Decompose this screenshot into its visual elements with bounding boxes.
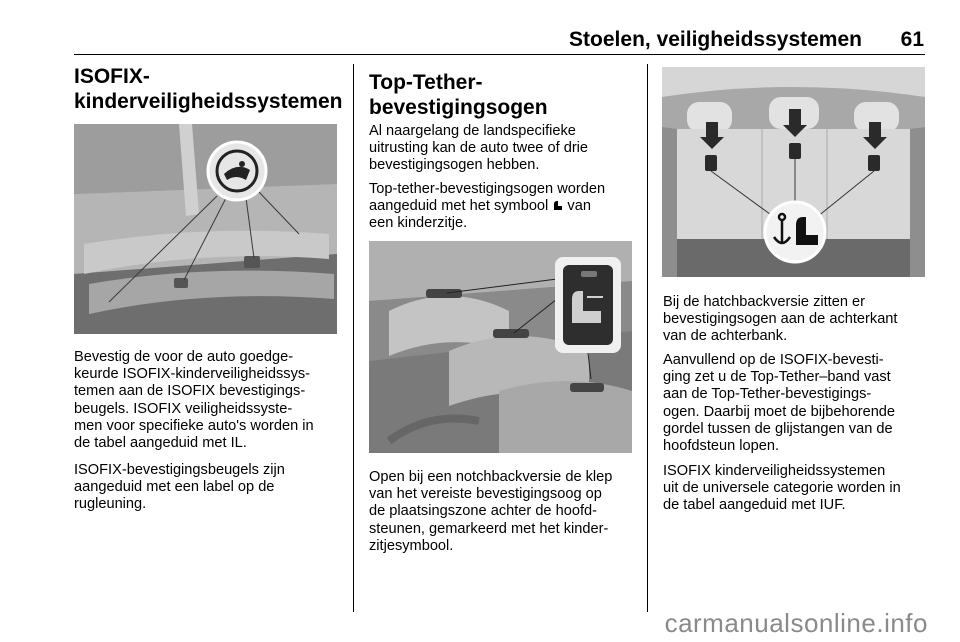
hatchback-paragraph-3: ISOFIX kinderveiligheidssystemen uit de universele categorie worden in de tabel aangeduid met IUF. xyxy=(663,463,901,514)
hatchback-tether-illustration xyxy=(662,67,925,277)
column-divider-1 xyxy=(353,64,354,612)
page-number: 61 xyxy=(900,28,924,51)
column-divider-2 xyxy=(647,64,648,612)
isofix-paragraph-1: Bevestig de voor de auto goedge- keurde ISOFIX-kinderveiligheidssys- temen aan de ISOFIX bevestigings- beugels. ISOFIX veiligheidssyste- men voor specifieke auto's worden in de tabel aangeduid met IL. xyxy=(74,349,314,452)
watermark-link[interactable]: carmanualsonline.info xyxy=(664,608,928,638)
top-tether-paragraph-3: Open bij een notchbackversie de klep van het vereiste bevestigingsoog op de plaatsingszone achter de hoofd- steunen, gemarkeerd met het kinder- zitjesymbool. xyxy=(369,469,613,554)
child-seat-symbol-icon xyxy=(552,200,563,211)
notchback-tether-illustration xyxy=(369,241,632,453)
header-rule xyxy=(74,54,925,55)
page-title: Stoelen, veiligheidssystemen xyxy=(569,28,862,51)
top-tether-heading: Top-Tether- bevestigingsogen xyxy=(369,71,548,119)
isofix-heading: ISOFIX- kinderveiligheidssystemen xyxy=(74,65,343,113)
top-tether-paragraph-2: Top-tether-bevestigingsogen worden aangeduid met het symbool van een kinderzitje. xyxy=(369,181,606,232)
hatchback-paragraph-2: Aanvullend op de ISOFIX-bevesti- ging zet u de Top-Tether–band vast aan de Top-Tether-bevestigings- ogen. Daarbij moet de bijbehorende gordel tussen de glijstangen van de hoofdsteun lopen. xyxy=(663,352,896,455)
isofix-paragraph-2: ISOFIX-bevestigingsbeugels zijn aangeduid met een label op de rugleuning. xyxy=(74,462,285,513)
hatchback-paragraph-1: Bij de hatchbackversie zitten er bevestigingsogen aan de achterkant van de achterbank. xyxy=(663,294,898,345)
page-header xyxy=(74,28,924,50)
top-tether-paragraph-1: Al naargelang de landspecifieke uitrusting kan de auto twee of drie bevestigingsogen hebben. xyxy=(369,123,589,174)
isofix-seat-illustration xyxy=(74,124,337,334)
